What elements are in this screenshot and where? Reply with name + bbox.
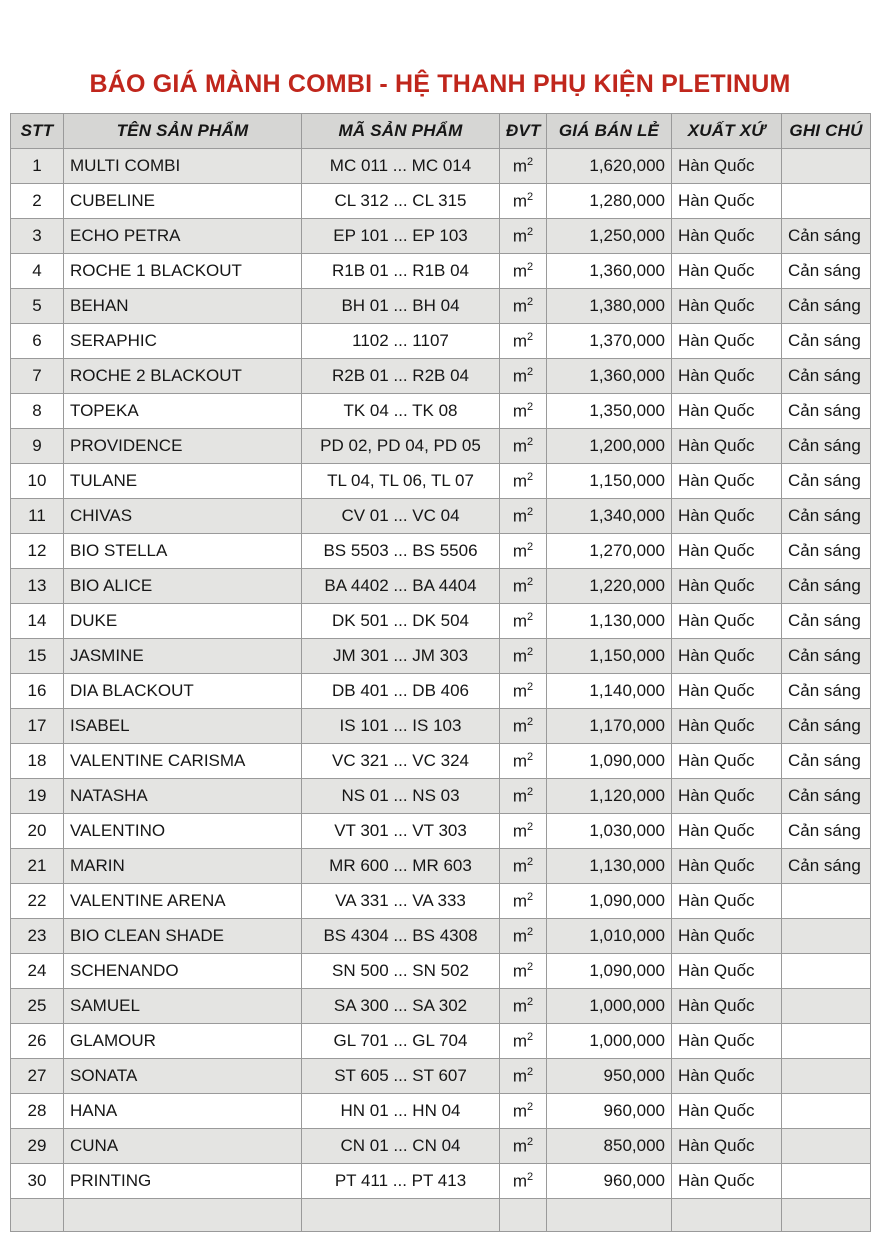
cell-name: ROCHE 1 BLACKOUT [64,254,302,289]
table-row [11,254,871,289]
table-row [11,849,871,884]
cell-origin: Hàn Quốc [672,569,782,604]
cell-note: Cản sáng [782,849,871,884]
cell-name: CHIVAS [64,499,302,534]
cell-unit: $m^2$ [500,639,547,674]
cell-stt: 7 [11,359,64,394]
cell-note: Cản sáng [782,429,871,464]
table-row-empty [11,1199,871,1232]
table-row [11,814,871,849]
cell-note: Cản sáng [782,219,871,254]
cell-unit: $m^2$ [500,359,547,394]
cell-stt: 25 [11,989,64,1024]
cell-code: CN 01 ... CN 04 [302,1129,500,1164]
cell-origin: Hàn Quốc [672,814,782,849]
cell-price: 1,380,000 [547,289,672,324]
cell-unit: $m^2$ [500,254,547,289]
cell-code: MR 600 ... MR 603 [302,849,500,884]
cell-price: 850,000 [547,1129,672,1164]
cell-stt: 9 [11,429,64,464]
cell-stt: 14 [11,604,64,639]
cell-stt: 3 [11,219,64,254]
cell-name: NATASHA [64,779,302,814]
cell-code: TK 04 ... TK 08 [302,394,500,429]
cell-unit: $m^2$ [500,1024,547,1059]
cell-price: 1,090,000 [547,954,672,989]
cell-code: TL 04, TL 06, TL 07 [302,464,500,499]
cell-stt: 23 [11,919,64,954]
cell-origin [672,1199,782,1232]
cell-price: 1,620,000 [547,149,672,184]
cell-stt: 26 [11,1024,64,1059]
cell-origin: Hàn Quốc [672,499,782,534]
cell-code: PT 411 ... PT 413 [302,1164,500,1199]
cell-price: 1,340,000 [547,499,672,534]
table-row [11,499,871,534]
cell-price: 1,360,000 [547,359,672,394]
cell-unit: $m^2$ [500,499,547,534]
cell-unit: $m^2$ [500,919,547,954]
cell-unit: $m^2$ [500,184,547,219]
cell-price: 1,090,000 [547,884,672,919]
cell-code: GL 701 ... GL 704 [302,1024,500,1059]
cell-code: NS 01 ... NS 03 [302,779,500,814]
cell-name: GLAMOUR [64,1024,302,1059]
table-row [11,324,871,359]
table-row [11,709,871,744]
table-row [11,604,871,639]
column-header-name: TÊN SẢN PHẨM [64,114,302,149]
cell-origin: Hàn Quốc [672,534,782,569]
cell-stt: 19 [11,779,64,814]
cell-unit: $m^2$ [500,709,547,744]
cell-origin: Hàn Quốc [672,1024,782,1059]
cell-code [302,1199,500,1232]
cell-stt: 28 [11,1094,64,1129]
cell-stt: 22 [11,884,64,919]
cell-unit: $m^2$ [500,744,547,779]
cell-stt: 16 [11,674,64,709]
cell-unit: $m^2$ [500,1094,547,1129]
table-row [11,464,871,499]
cell-origin: Hàn Quốc [672,1094,782,1129]
cell-code: BS 4304 ... BS 4308 [302,919,500,954]
table-row [11,1164,871,1199]
cell-code: PD 02, PD 04, PD 05 [302,429,500,464]
table-row [11,289,871,324]
cell-stt: 2 [11,184,64,219]
cell-origin: Hàn Quốc [672,1164,782,1199]
cell-name: ISABEL [64,709,302,744]
table-row [11,1024,871,1059]
cell-stt: 6 [11,324,64,359]
cell-origin: Hàn Quốc [672,884,782,919]
column-header-price: GIÁ BÁN LẺ [547,114,672,149]
cell-note: Cản sáng [782,534,871,569]
cell-origin: Hàn Quốc [672,359,782,394]
cell-name: VALENTINO [64,814,302,849]
table-row [11,884,871,919]
cell-stt: 29 [11,1129,64,1164]
cell-unit: $m^2$ [500,884,547,919]
cell-note: Cản sáng [782,464,871,499]
table-row [11,639,871,674]
cell-unit: $m^2$ [500,814,547,849]
cell-origin: Hàn Quốc [672,149,782,184]
cell-name: SONATA [64,1059,302,1094]
cell-stt: 13 [11,569,64,604]
cell-name: DUKE [64,604,302,639]
cell-code: BH 01 ... BH 04 [302,289,500,324]
cell-stt [11,1199,64,1232]
cell-origin: Hàn Quốc [672,849,782,884]
cell-origin: Hàn Quốc [672,744,782,779]
cell-price: 1,250,000 [547,219,672,254]
cell-note [782,989,871,1024]
cell-origin: Hàn Quốc [672,289,782,324]
table-row [11,779,871,814]
cell-note [782,1164,871,1199]
cell-code: BS 5503 ... BS 5506 [302,534,500,569]
column-header-unit: ĐVT [500,114,547,149]
cell-note [782,1024,871,1059]
cell-stt: 24 [11,954,64,989]
cell-note: Cản sáng [782,639,871,674]
cell-name: CUBELINE [64,184,302,219]
cell-note: Cản sáng [782,674,871,709]
cell-code: SN 500 ... SN 502 [302,954,500,989]
cell-unit: $m^2$ [500,429,547,464]
cell-note [782,1094,871,1129]
table-row [11,359,871,394]
cell-name: VALENTINE CARISMA [64,744,302,779]
table-row [11,219,871,254]
cell-note [782,954,871,989]
cell-origin: Hàn Quốc [672,324,782,359]
table-row [11,744,871,779]
cell-unit: $m^2$ [500,1059,547,1094]
cell-price: 960,000 [547,1094,672,1129]
cell-price: 1,010,000 [547,919,672,954]
table-row [11,919,871,954]
cell-code: VC 321 ... VC 324 [302,744,500,779]
cell-price: 1,270,000 [547,534,672,569]
cell-code: 1102 ... 1107 [302,324,500,359]
table-row [11,1059,871,1094]
cell-stt: 5 [11,289,64,324]
column-header-note: GHI CHÚ [782,114,871,149]
cell-price: 1,090,000 [547,744,672,779]
cell-note: Cản sáng [782,569,871,604]
cell-name: BIO CLEAN SHADE [64,919,302,954]
cell-price: 1,000,000 [547,989,672,1024]
cell-origin: Hàn Quốc [672,709,782,744]
cell-origin: Hàn Quốc [672,429,782,464]
cell-stt: 30 [11,1164,64,1199]
cell-unit: $m^2$ [500,674,547,709]
cell-code: DB 401 ... DB 406 [302,674,500,709]
cell-price: 950,000 [547,1059,672,1094]
cell-price: 1,130,000 [547,604,672,639]
cell-name: MULTI COMBI [64,149,302,184]
cell-name: BIO ALICE [64,569,302,604]
cell-note: Cản sáng [782,779,871,814]
cell-stt: 8 [11,394,64,429]
table-row [11,429,871,464]
cell-name [64,1199,302,1232]
table-row [11,184,871,219]
cell-name: TOPEKA [64,394,302,429]
cell-code: DK 501 ... DK 504 [302,604,500,639]
cell-name: BEHAN [64,289,302,324]
table-row [11,1129,871,1164]
cell-stt: 21 [11,849,64,884]
cell-code: VT 301 ... VT 303 [302,814,500,849]
page-title: BÁO GIÁ MÀNH COMBI - HỆ THANH PHỤ KIỆN PLETINUM [89,70,791,98]
cell-price: 1,170,000 [547,709,672,744]
table-row [11,534,871,569]
cell-note: Cản sáng [782,604,871,639]
cell-note [782,149,871,184]
table-header-row [11,114,871,149]
cell-unit: $m^2$ [500,289,547,324]
cell-unit: $m^2$ [500,849,547,884]
cell-name: ECHO PETRA [64,219,302,254]
cell-origin: Hàn Quốc [672,604,782,639]
cell-code: MC 011 ... MC 014 [302,149,500,184]
cell-note: Cản sáng [782,289,871,324]
cell-stt: 17 [11,709,64,744]
cell-stt: 4 [11,254,64,289]
cell-name: JASMINE [64,639,302,674]
cell-name: DIA BLACKOUT [64,674,302,709]
cell-origin: Hàn Quốc [672,779,782,814]
cell-name: PROVIDENCE [64,429,302,464]
cell-note: Cản sáng [782,709,871,744]
cell-note: Cản sáng [782,359,871,394]
cell-price: 1,140,000 [547,674,672,709]
cell-name: PRINTING [64,1164,302,1199]
cell-price: 1,350,000 [547,394,672,429]
price-table [10,113,871,1232]
column-header-code: MÃ SẢN PHẨM [302,114,500,149]
cell-stt: 20 [11,814,64,849]
cell-unit: $m^2$ [500,464,547,499]
cell-price: 1,120,000 [547,779,672,814]
cell-price: 1,220,000 [547,569,672,604]
cell-origin: Hàn Quốc [672,919,782,954]
cell-name: CUNA [64,1129,302,1164]
cell-name: MARIN [64,849,302,884]
table-row [11,569,871,604]
cell-code: R2B 01 ... R2B 04 [302,359,500,394]
cell-name: HANA [64,1094,302,1129]
cell-name: SAMUEL [64,989,302,1024]
cell-price: 1,370,000 [547,324,672,359]
cell-code: VA 331 ... VA 333 [302,884,500,919]
cell-unit: $m^2$ [500,954,547,989]
cell-unit: $m^2$ [500,989,547,1024]
cell-origin: Hàn Quốc [672,464,782,499]
cell-note [782,919,871,954]
table-header [11,114,871,149]
table-row [11,1094,871,1129]
cell-unit: $m^2$ [500,219,547,254]
cell-unit: $m^2$ [500,779,547,814]
cell-origin: Hàn Quốc [672,1059,782,1094]
cell-price: 1,130,000 [547,849,672,884]
column-header-stt: STT [11,114,64,149]
cell-note: Cản sáng [782,254,871,289]
cell-stt: 27 [11,1059,64,1094]
cell-price: 1,280,000 [547,184,672,219]
cell-unit: $m^2$ [500,149,547,184]
cell-origin: Hàn Quốc [672,219,782,254]
cell-code: SA 300 ... SA 302 [302,989,500,1024]
cell-unit: $m^2$ [500,324,547,359]
cell-code: JM 301 ... JM 303 [302,639,500,674]
cell-code: BA 4402 ... BA 4404 [302,569,500,604]
cell-price: 1,360,000 [547,254,672,289]
cell-origin: Hàn Quốc [672,1129,782,1164]
cell-stt: 18 [11,744,64,779]
cell-unit: $m^2$ [500,534,547,569]
cell-stt: 10 [11,464,64,499]
cell-origin: Hàn Quốc [672,674,782,709]
cell-name: TULANE [64,464,302,499]
cell-note: Cản sáng [782,744,871,779]
cell-unit: $m^2$ [500,394,547,429]
cell-note: Cản sáng [782,814,871,849]
table-row [11,394,871,429]
cell-name: BIO STELLA [64,534,302,569]
cell-name: ROCHE 2 BLACKOUT [64,359,302,394]
cell-note: Cản sáng [782,394,871,429]
cell-price: 1,150,000 [547,464,672,499]
table-row [11,674,871,709]
cell-stt: 11 [11,499,64,534]
cell-price: 960,000 [547,1164,672,1199]
cell-code: R1B 01 ... R1B 04 [302,254,500,289]
cell-unit: $m^2$ [500,604,547,639]
cell-stt: 1 [11,149,64,184]
cell-code: EP 101 ... EP 103 [302,219,500,254]
table-row [11,954,871,989]
cell-price: 1,150,000 [547,639,672,674]
cell-price: 1,200,000 [547,429,672,464]
cell-code: IS 101 ... IS 103 [302,709,500,744]
cell-unit: $m^2$ [500,1164,547,1199]
cell-origin: Hàn Quốc [672,989,782,1024]
table-body [11,149,871,1232]
cell-unit [500,1199,547,1232]
cell-note: Cản sáng [782,324,871,359]
cell-code: CL 312 ... CL 315 [302,184,500,219]
cell-stt: 15 [11,639,64,674]
cell-name: VALENTINE ARENA [64,884,302,919]
cell-note [782,184,871,219]
cell-price [547,1199,672,1232]
cell-code: HN 01 ... HN 04 [302,1094,500,1129]
table-row [11,989,871,1024]
cell-code: CV 01 ... VC 04 [302,499,500,534]
cell-note [782,884,871,919]
cell-note [782,1199,871,1232]
cell-origin: Hàn Quốc [672,254,782,289]
cell-note [782,1059,871,1094]
cell-code: ST 605 ... ST 607 [302,1059,500,1094]
column-header-origin: XUẤT XỨ [672,114,782,149]
cell-origin: Hàn Quốc [672,394,782,429]
table-row [11,149,871,184]
cell-origin: Hàn Quốc [672,639,782,674]
cell-name: SERAPHIC [64,324,302,359]
cell-note [782,1129,871,1164]
cell-note: Cản sáng [782,499,871,534]
cell-stt: 12 [11,534,64,569]
cell-name: SCHENANDO [64,954,302,989]
cell-price: 1,030,000 [547,814,672,849]
cell-price: 1,000,000 [547,1024,672,1059]
cell-origin: Hàn Quốc [672,184,782,219]
cell-origin: Hàn Quốc [672,954,782,989]
cell-unit: $m^2$ [500,569,547,604]
cell-unit: $m^2$ [500,1129,547,1164]
